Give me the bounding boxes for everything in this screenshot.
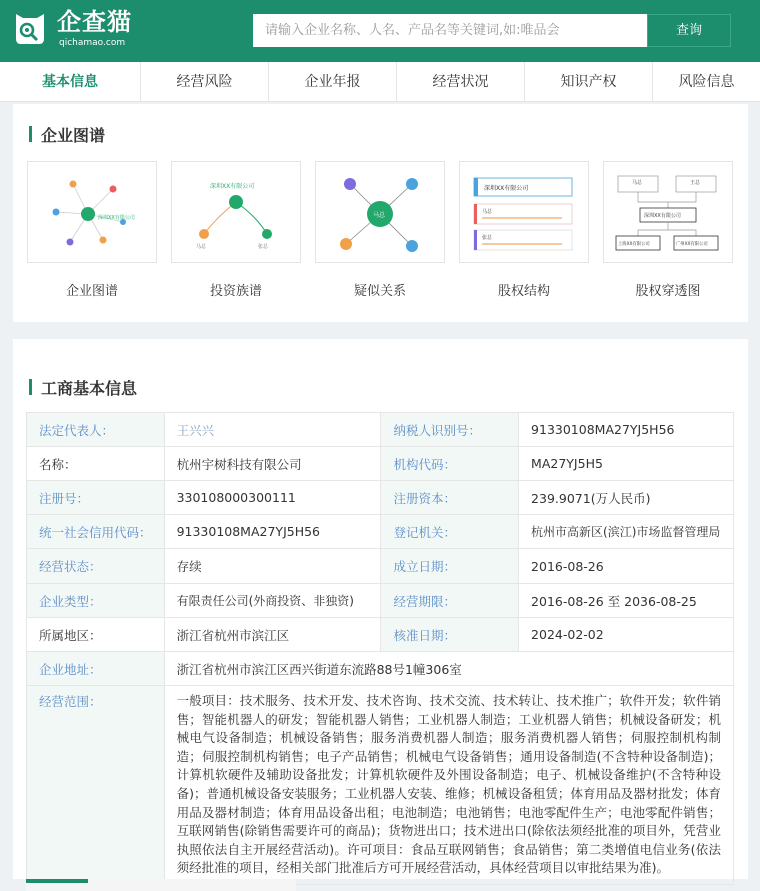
address-key: 企业地址： [27, 652, 165, 686]
founded-key: 成立日期： [381, 549, 519, 584]
equity-structure-thumbnail [460, 162, 588, 262]
table-row [27, 515, 734, 549]
search-input[interactable]: 请输入企业名称、人名、产品名等关键词,如:唯品会 [253, 14, 647, 47]
legal-rep-key: 法定代表人： [27, 413, 165, 447]
taxid-key: 纳税人识别号： [381, 413, 519, 447]
thumb-pen-node-b: 广州XX有限公司 [676, 242, 708, 247]
tab-business-risk[interactable]: 经营风险 [141, 62, 269, 102]
graph-section-title: 企业图谱 [29, 123, 105, 146]
graph-card-suspected[interactable] [315, 161, 445, 263]
thumb-equity-company: 深圳XX有限公司 [484, 185, 529, 192]
bottom-tab-indicator [26, 879, 88, 883]
graph-card-penetration-label[interactable]: 股权穿透图 [635, 284, 701, 299]
graph-panel [13, 104, 748, 322]
credit-code-key: 统一社会信用代码： [27, 515, 165, 549]
scope-value: 一般项目：技术服务、技术开发、技术咨询、技术交流、技术转让、技术推广；软件开发；软件销售；智能机器人的研发；智能机器人销售；工业机器人制造；工业机器人销售；机械设备研发；机械电气设备制造；机械设备销售；服务消费机器人制造；服务消费机器人销售；伺服控制机构制造；伺服控制机构销售；电子产品销售；机械电气设备销售；通用设备制造(不含特种设备制造)；计算机软硬件及辅助设备批发；计算机软硬件及外围设备制造；电子、机械设备维护(不含特种设备)；普通机械设备安装服务；工业机器人安装、维修；机械设备租赁；体育用品及器材批发；体育用品及器材制造；体育用品设备出租；电池制造；电池销售；电池零配件生产；电池零配件销售；互联网销售(除销售需要许可的商品)；货物进出口；技术进出口(除依法须经批准的项目外，凭营业执照依法自主开展经营活动)。许可项目：食品互联网销售；食品销售；第二类增值电信业务(依法须经批准的项目，经相关部门批准后方可开展经营活动，具体经营项目以审批结果为准)。 [164, 686, 733, 885]
basic-info-panel [13, 339, 748, 879]
table-row [27, 549, 734, 584]
graph-card-suspected-label[interactable]: 疑似关系 [353, 284, 406, 299]
thumb-equity-holder1: 马总 [482, 209, 493, 215]
capital-key: 注册资本： [381, 481, 519, 515]
graph-card-investment[interactable] [171, 161, 301, 263]
investment-graph-thumbnail [172, 162, 300, 262]
period-key: 经营期限： [381, 584, 519, 618]
graph-card-enterprise-label[interactable]: 企业图谱 [65, 284, 118, 299]
enterprise-graph-thumbnail [28, 162, 156, 262]
name-value: 杭州宇树科技有限公司 [164, 447, 381, 481]
region-value: 浙江省杭州市滨江区 [164, 618, 381, 652]
basic-info-table [26, 412, 734, 885]
tab-annual-report[interactable]: 企业年报 [269, 62, 397, 102]
tab-ip[interactable]: 知识产权 [525, 62, 653, 102]
approved-value: 2024-02-02 [519, 618, 734, 652]
brand-domain: qichamao.com [59, 38, 126, 48]
name-key: 名称： [27, 447, 165, 481]
approved-key: 核准日期： [381, 618, 519, 652]
table-row [27, 652, 734, 686]
thumb-center-person: 马总 [373, 212, 386, 219]
table-row [27, 618, 734, 652]
tab-risk-info[interactable]: 风险信息 [678, 74, 735, 90]
table-row [27, 481, 734, 515]
search-button[interactable]: 查询 [647, 14, 731, 47]
brand-name[interactable]: 企查猫 [57, 8, 132, 36]
main-nav [0, 62, 760, 102]
graph-card-equity-label[interactable]: 股权结构 [497, 284, 550, 299]
table-row [27, 584, 734, 618]
reg-no-value: 330108000300111 [164, 481, 381, 515]
org-code-key: 机构代码： [381, 447, 519, 481]
type-value: 有限责任公司(外商投资、非独资) [164, 584, 381, 618]
thumb-equity-holder2: 张总 [482, 235, 493, 241]
thumb-person-label: 马总 [196, 244, 207, 250]
thumb-company-label-2: 深圳XX有限公司 [210, 183, 255, 190]
graph-card-penetration[interactable] [603, 161, 733, 263]
taxid-value: 91330108MA27YJ5H56 [519, 413, 734, 447]
legal-rep-link[interactable]: 王兴兴 [164, 413, 381, 447]
cat-logo-icon[interactable] [12, 11, 48, 47]
equity-penetration-thumbnail [604, 162, 732, 262]
table-row [27, 413, 734, 447]
thumb-pen-node-a: 上海XX有限公司 [618, 242, 650, 247]
table-row [27, 447, 734, 481]
basic-info-title: 工商基本信息 [29, 376, 137, 399]
period-value: 2016-08-26 至 2036-08-25 [519, 584, 734, 618]
type-key: 企业类型： [27, 584, 165, 618]
reg-no-key: 注册号： [27, 481, 165, 515]
credit-code-value: 91330108MA27YJ5H56 [164, 515, 381, 549]
authority-value: 杭州市高新区(滨江)市场监督管理局 [519, 515, 734, 549]
suspected-relation-thumbnail [316, 162, 444, 262]
status-value: 存续 [164, 549, 381, 584]
capital-value: 239.9071(万人民币) [519, 481, 734, 515]
thumb-pen-p2: 王总 [690, 180, 701, 186]
thumb-person2-label: 张总 [258, 244, 269, 250]
header [0, 0, 760, 62]
status-key: 经营状态： [27, 549, 165, 584]
tab-basic-info[interactable]: 基本信息 [0, 62, 141, 102]
bottom-tab-strip [26, 879, 296, 891]
scope-key: 经营范围： [27, 686, 165, 885]
graph-card-enterprise[interactable] [27, 161, 157, 263]
table-row [27, 686, 734, 885]
authority-key: 登记机关： [381, 515, 519, 549]
thumb-pen-company: 深圳XX有限公司 [644, 213, 681, 219]
graph-card-equity[interactable] [459, 161, 589, 263]
founded-value: 2016-08-26 [519, 549, 734, 584]
tab-operation-status[interactable]: 经营状况 [397, 62, 525, 102]
graph-card-investment-label[interactable]: 投资族谱 [209, 284, 262, 299]
address-value: 浙江省杭州市滨江区西兴街道东流路88号1幢306室 [164, 652, 733, 686]
org-code-value: MA27YJ5H5 [519, 447, 734, 481]
thumb-pen-p1: 马总 [632, 180, 643, 186]
thumb-company-label: 深圳XX有限公司 [98, 215, 135, 221]
region-key: 所属地区： [27, 618, 165, 652]
